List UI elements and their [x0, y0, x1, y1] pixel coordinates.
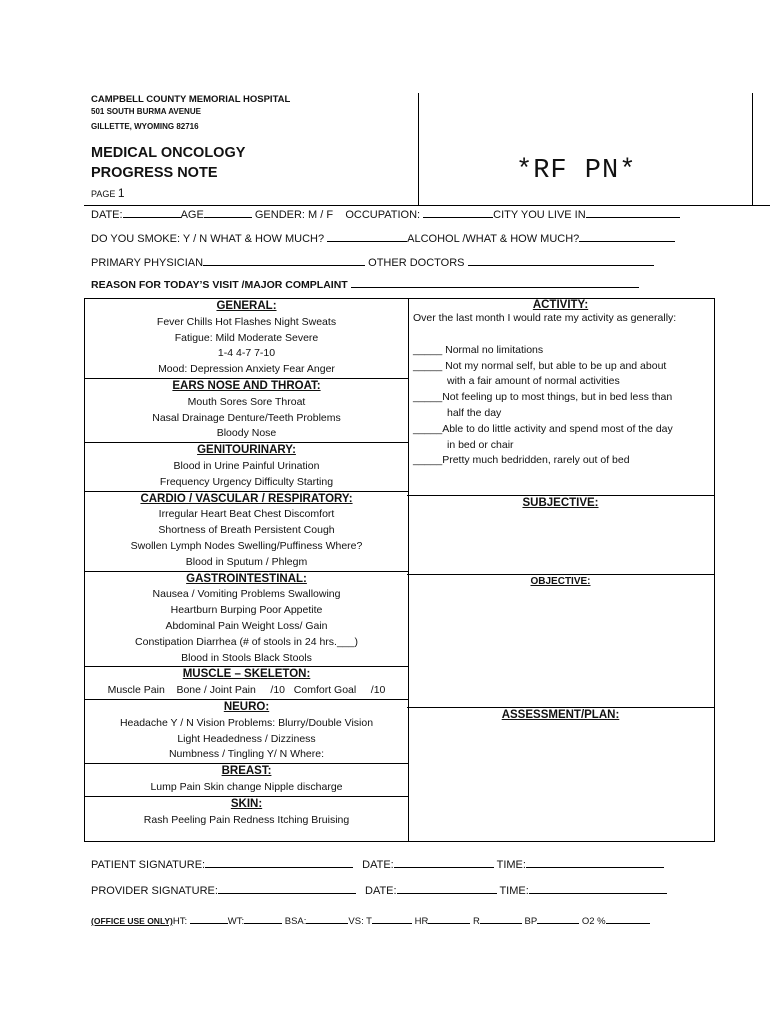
- bsa-label: BSA:: [284, 916, 307, 927]
- form-title-line2: PROGRESS NOTE: [91, 165, 218, 181]
- header-right-edge: [752, 93, 753, 205]
- systems-review-box: [84, 298, 409, 842]
- gender-label: GENDER: M / F: [254, 209, 334, 221]
- objective-section[interactable]: [407, 574, 714, 707]
- r-label: R: [473, 916, 480, 927]
- ent-line: Nasal Drainage Denture/Teeth Problems: [152, 411, 341, 424]
- breast-section: [85, 763, 408, 796]
- muscle-heading: MUSCLE – SKELETON:: [182, 668, 311, 681]
- gu-section: [85, 442, 408, 490]
- form-title-line1: MEDICAL ONCOLOGY: [91, 145, 246, 161]
- age-field[interactable]: [204, 207, 252, 218]
- neuro-line: Headache Y / N Vision Problems: Blurry/Double Vision: [119, 716, 374, 729]
- patient-date-field[interactable]: [394, 857, 494, 868]
- gi-line: Constipation Diarrhea (# of stools in 24 hrs.___): [135, 635, 358, 648]
- smoke-field[interactable]: [327, 231, 407, 242]
- office-use-label: (OFFICE USE ONLY): [91, 916, 173, 926]
- patient-time-label: TIME:: [496, 859, 526, 871]
- provider-signature-label: PROVIDER SIGNATURE:: [91, 885, 218, 897]
- date-label: DATE:: [91, 209, 123, 221]
- bp-label: BP: [524, 916, 538, 927]
- cardio-heading: CARDIO / VASCULAR / RESPIRATORY:: [140, 492, 353, 505]
- bp-field[interactable]: [537, 913, 579, 924]
- o2-label: O2 %: [581, 916, 606, 927]
- age-label: AGE: [180, 209, 204, 221]
- other-doctors-field[interactable]: [468, 255, 654, 266]
- activity-option-4[interactable]: _____Able to do little activity and spend most of the day: [413, 422, 673, 435]
- temp-field[interactable]: [372, 913, 412, 924]
- activity-option-5[interactable]: _____Pretty much bedridden, rarely out of bed: [413, 454, 630, 467]
- activity-option-3-cont: half the day: [447, 406, 502, 419]
- cardio-line: Swollen Lymph Nodes Swelling/Puffiness Where?: [130, 539, 363, 552]
- wt-label: WT:: [227, 916, 245, 927]
- page-indicator: [91, 186, 125, 200]
- physician-field[interactable]: [203, 255, 365, 266]
- alcohol-label: ALCOHOL /WHAT & HOW MUCH?: [407, 233, 580, 245]
- occupation-label: OCCUPATION:: [345, 209, 421, 221]
- page-label: PAGE: [91, 189, 116, 199]
- patient-date-label: DATE:: [362, 859, 394, 871]
- general-line: 1-4 4-7 7-10: [217, 347, 276, 360]
- page-number: 1: [117, 186, 125, 200]
- activity-heading: ACTIVITY:: [532, 299, 589, 311]
- provider-signature-row: [91, 883, 667, 897]
- neuro-section: [85, 699, 408, 763]
- r-field[interactable]: [480, 913, 522, 924]
- gi-line: Blood in Stools Black Stools: [181, 651, 312, 664]
- vs-label: VS: T: [348, 916, 372, 927]
- general-heading: GENERAL:: [216, 300, 277, 312]
- hospital-city: GILLETTE, WYOMING 82716: [91, 122, 199, 131]
- activity-option-2-cont: with a fair amount of normal activities: [447, 375, 620, 388]
- provider-signature-field[interactable]: [218, 883, 356, 894]
- form-code: *RF PN*: [516, 156, 637, 186]
- city-label: CITY YOU LIVE IN: [493, 209, 586, 221]
- ent-line: Bloody Nose: [216, 427, 277, 440]
- hr-label: HR: [414, 916, 429, 927]
- gu-line: Blood in Urine Painful Urination: [173, 459, 320, 472]
- demographics-row-2: [91, 231, 675, 245]
- patient-signature-label: PATIENT SIGNATURE:: [91, 859, 206, 871]
- activity-option-3[interactable]: _____Not feeling up to most things, but in bed less than: [413, 391, 673, 404]
- patient-signature-row: [91, 857, 664, 871]
- city-field[interactable]: [586, 207, 680, 218]
- hospital-street: 501 SOUTH BURMA AVENUE: [91, 107, 201, 116]
- provider-time-label: TIME:: [499, 885, 529, 897]
- smoke-label: DO YOU SMOKE: Y / N WHAT & HOW MUCH?: [91, 233, 325, 245]
- wt-field[interactable]: [244, 913, 282, 924]
- neuro-line: Light Headedness / Dizziness: [177, 732, 316, 745]
- gi-heading: GASTROINTESTINAL:: [186, 572, 307, 585]
- cardio-section: [85, 491, 408, 571]
- assessment-section[interactable]: [407, 707, 714, 842]
- general-section: [85, 299, 408, 378]
- breast-heading: BREAST:: [221, 765, 272, 778]
- general-line: Fatigue: Mild Moderate Severe: [174, 331, 319, 344]
- skin-section: [85, 796, 408, 829]
- office-use-row: [91, 913, 650, 927]
- physician-label: PRIMARY PHYSICIAN: [91, 257, 204, 269]
- skin-line: Rash Peeling Pain Redness Itching Bruising: [143, 813, 350, 826]
- cardio-line: Irregular Heart Beat Chest Discomfort: [158, 508, 335, 521]
- ent-heading: EARS NOSE AND THROAT:: [172, 379, 321, 392]
- skin-heading: SKIN:: [230, 797, 263, 810]
- ent-section: [85, 378, 408, 442]
- ht-label: HT:: [172, 916, 188, 927]
- provider-date-label: DATE:: [365, 885, 397, 897]
- cardio-line: Blood in Sputum / Phlegm: [185, 555, 308, 568]
- demographics-row-3: [91, 255, 654, 269]
- muscle-line: Muscle Pain Bone / Joint Pain /10 Comfort Goal /10: [107, 684, 386, 697]
- cardio-line: Shortness of Breath Persistent Cough: [158, 524, 335, 537]
- gi-line: Heartburn Burping Poor Appetite: [170, 604, 323, 617]
- gu-line: Frequency Urgency Difficulty Starting: [159, 475, 334, 488]
- gi-line: Nausea / Vomiting Problems Swallowing: [152, 588, 341, 601]
- reason-field[interactable]: [351, 277, 639, 288]
- activity-section: [407, 299, 714, 495]
- gi-section: [85, 571, 408, 667]
- hospital-name: CAMPBELL COUNTY MEMORIAL HOSPITAL: [91, 94, 291, 105]
- demographics-row-1: [91, 207, 680, 221]
- general-line: Mood: Depression Anxiety Fear Anger: [158, 363, 335, 376]
- general-line: Fever Chills Hot Flashes Night Sweats: [156, 315, 337, 328]
- neuro-line: Numbness / Tingling Y/ N Where:: [168, 748, 325, 761]
- demographics-row-4: [91, 277, 639, 291]
- subjective-heading: SUBJECTIVE:: [522, 497, 599, 509]
- activity-option-1[interactable]: _____ Normal no limitations: [413, 343, 544, 356]
- provider-time-field[interactable]: [529, 883, 667, 894]
- clinical-notes-box: [407, 298, 715, 842]
- bsa-field[interactable]: [306, 913, 348, 924]
- occupation-field[interactable]: [423, 207, 493, 218]
- provider-date-field[interactable]: [397, 883, 497, 894]
- header-divider: [418, 93, 419, 205]
- activity-option-4-cont: in bed or chair: [447, 438, 514, 451]
- header-bottom-rule: [84, 205, 770, 206]
- patient-signature-field[interactable]: [205, 857, 353, 868]
- patient-time-field[interactable]: [526, 857, 664, 868]
- breast-line: Lump Pain Skin change Nipple discharge: [150, 780, 343, 793]
- other-doctors-label: OTHER DOCTORS: [368, 257, 465, 269]
- subjective-section[interactable]: [407, 495, 714, 574]
- gi-line: Abdominal Pain Weight Loss/ Gain: [165, 619, 328, 632]
- reason-label: REASON FOR TODAY’S VISIT /MAJOR COMPLAINT: [91, 279, 348, 291]
- muscle-section: [85, 666, 408, 699]
- hr-field[interactable]: [428, 913, 470, 924]
- gu-heading: GENITOURINARY:: [197, 444, 296, 457]
- activity-option-2[interactable]: _____ Not my normal self, but able to be up and about: [413, 359, 667, 372]
- o2-field[interactable]: [606, 913, 650, 924]
- date-field[interactable]: [123, 207, 181, 218]
- assessment-heading: ASSESSMENT/PLAN:: [501, 709, 620, 721]
- activity-intro: Over the last month I would rate my activity as generally:: [413, 312, 677, 324]
- ent-line: Mouth Sores Sore Throat: [187, 395, 306, 408]
- neuro-heading: NEURO:: [223, 700, 270, 713]
- alcohol-field[interactable]: [579, 231, 675, 242]
- ht-field[interactable]: [190, 913, 228, 924]
- objective-heading: OBJECTIVE:: [530, 576, 591, 587]
